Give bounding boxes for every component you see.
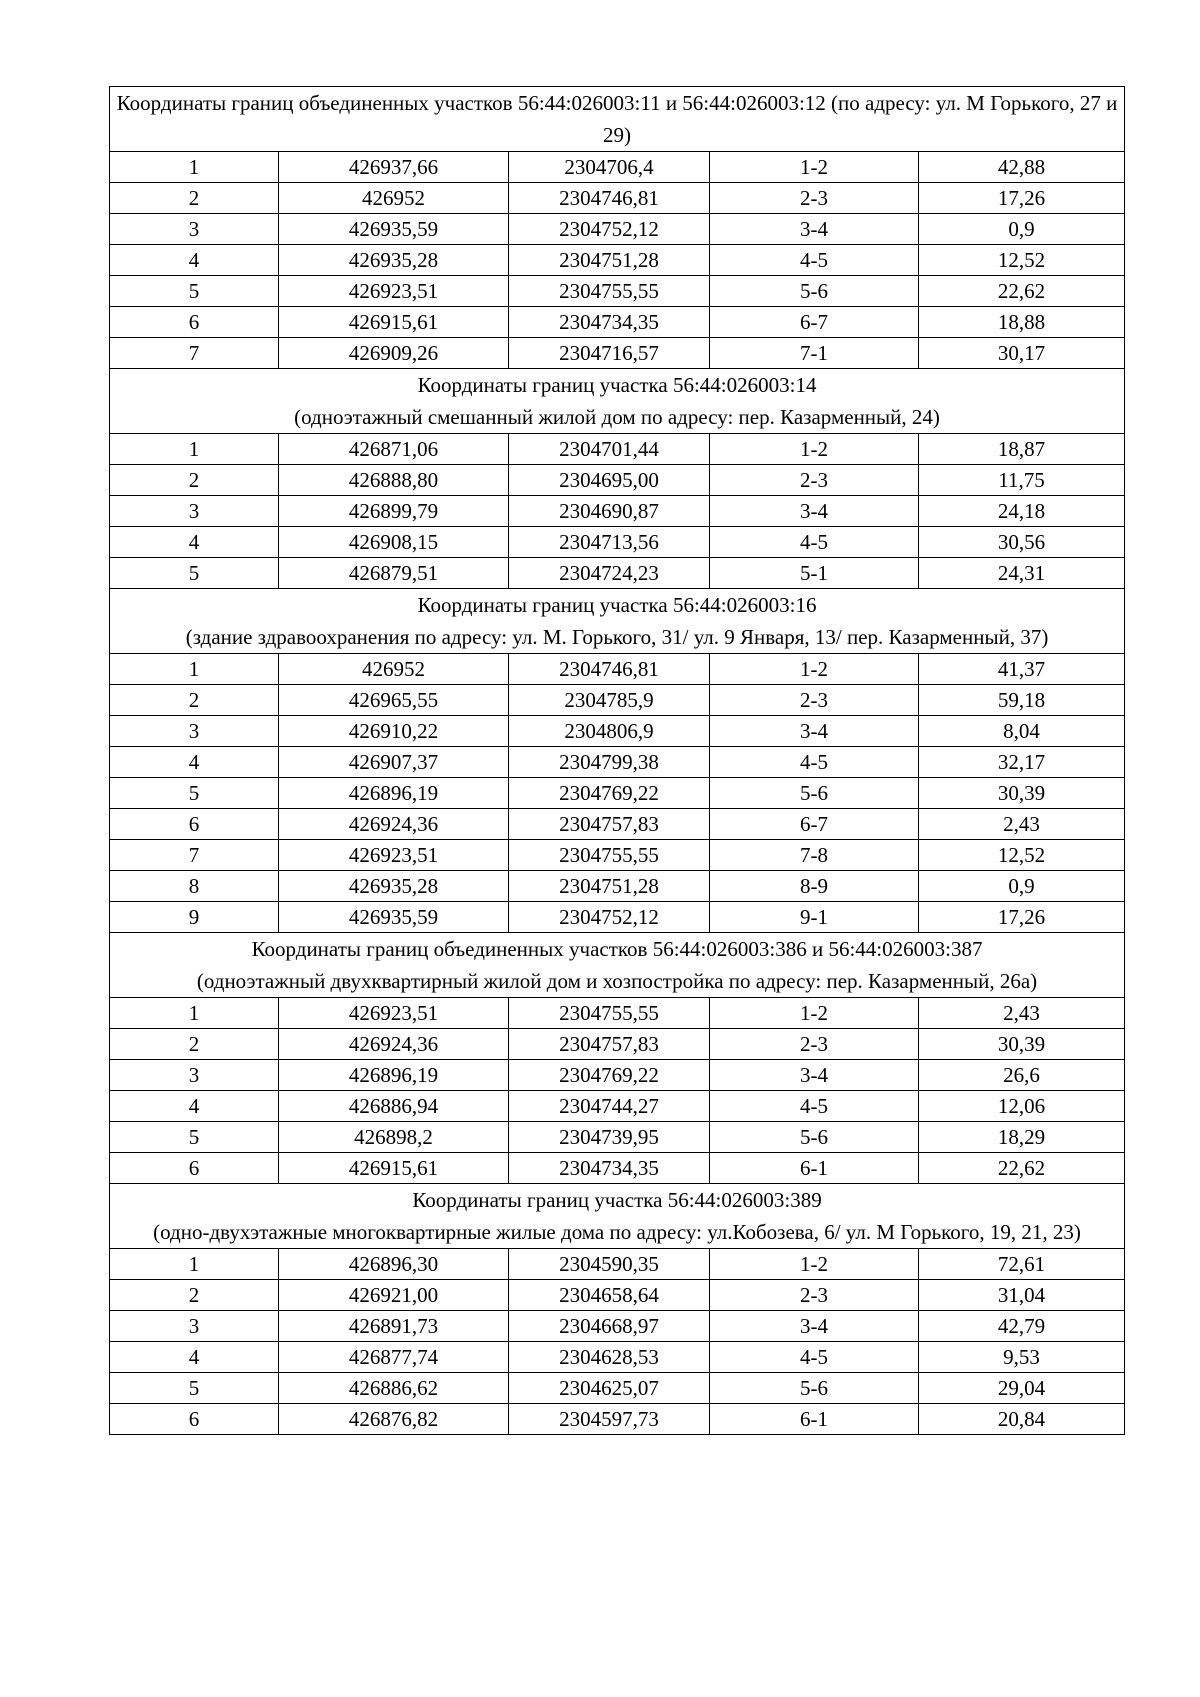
x-coordinate-cell: 426915,61 <box>279 307 509 338</box>
y-coordinate-cell: 2304746,81 <box>509 183 710 214</box>
segment-cell: 5-6 <box>710 778 919 809</box>
section-header <box>110 589 1125 654</box>
x-coordinate-cell: 426879,51 <box>279 558 509 589</box>
segment-cell: 2-3 <box>710 1280 919 1311</box>
y-coordinate-cell: 2304597,73 <box>509 1404 710 1435</box>
point-number-cell: 1 <box>110 152 279 183</box>
y-coordinate-cell: 2304734,35 <box>509 1153 710 1184</box>
y-coordinate-cell: 2304751,28 <box>509 245 710 276</box>
segment-cell: 5-6 <box>710 276 919 307</box>
table-row <box>110 1311 1125 1342</box>
table-row <box>110 434 1125 465</box>
table-row <box>110 840 1125 871</box>
table-row <box>110 183 1125 214</box>
x-coordinate-cell: 426937,66 <box>279 152 509 183</box>
x-coordinate-cell: 426935,59 <box>279 214 509 245</box>
table-row <box>110 276 1125 307</box>
length-cell: 8,04 <box>919 716 1125 747</box>
y-coordinate-cell: 2304799,38 <box>509 747 710 778</box>
segment-cell: 1-2 <box>710 998 919 1029</box>
table-row <box>110 338 1125 369</box>
table-row <box>110 747 1125 778</box>
point-number-cell: 2 <box>110 1280 279 1311</box>
segment-cell: 4-5 <box>710 527 919 558</box>
section-header <box>110 933 1125 998</box>
length-cell: 31,04 <box>919 1280 1125 1311</box>
segment-cell: 8-9 <box>710 871 919 902</box>
length-cell: 59,18 <box>919 685 1125 716</box>
section-header-row <box>110 369 1125 434</box>
table-row <box>110 998 1125 1029</box>
x-coordinate-cell: 426924,36 <box>279 809 509 840</box>
point-number-cell: 6 <box>110 1404 279 1435</box>
point-number-cell: 1 <box>110 434 279 465</box>
x-coordinate-cell: 426909,26 <box>279 338 509 369</box>
section-header-line: Координаты границ участка 56:44:026003:16 <box>417 593 817 617</box>
point-number-cell: 3 <box>110 214 279 245</box>
point-number-cell: 5 <box>110 558 279 589</box>
segment-cell: 1-2 <box>710 654 919 685</box>
segment-cell: 4-5 <box>710 747 919 778</box>
x-coordinate-cell: 426921,00 <box>279 1280 509 1311</box>
x-coordinate-cell: 426907,37 <box>279 747 509 778</box>
section-header-line: Координаты границ объединенных участков 56:44:026003:11 и 56:44:026003:12 (по адресу: ул. М Горького, 27 и 29) <box>116 91 1118 147</box>
table-row <box>110 1060 1125 1091</box>
y-coordinate-cell: 2304752,12 <box>509 214 710 245</box>
y-coordinate-cell: 2304757,83 <box>509 1029 710 1060</box>
table-row <box>110 245 1125 276</box>
y-coordinate-cell: 2304658,64 <box>509 1280 710 1311</box>
coordinates-table-body <box>110 87 1125 1435</box>
length-cell: 24,18 <box>919 496 1125 527</box>
section-header-row <box>110 589 1125 654</box>
segment-cell: 1-2 <box>710 434 919 465</box>
section-header-line: Координаты границ участка 56:44:026003:389 <box>412 1188 822 1212</box>
segment-cell: 2-3 <box>710 685 919 716</box>
segment-cell: 5-6 <box>710 1122 919 1153</box>
point-number-cell: 5 <box>110 276 279 307</box>
x-coordinate-cell: 426924,36 <box>279 1029 509 1060</box>
y-coordinate-cell: 2304752,12 <box>509 902 710 933</box>
segment-cell: 6-7 <box>710 307 919 338</box>
table-row <box>110 716 1125 747</box>
x-coordinate-cell: 426910,22 <box>279 716 509 747</box>
table-row <box>110 1153 1125 1184</box>
point-number-cell: 2 <box>110 183 279 214</box>
x-coordinate-cell: 426898,2 <box>279 1122 509 1153</box>
length-cell: 12,52 <box>919 245 1125 276</box>
y-coordinate-cell: 2304734,35 <box>509 307 710 338</box>
table-row <box>110 902 1125 933</box>
table-row <box>110 1249 1125 1280</box>
length-cell: 18,88 <box>919 307 1125 338</box>
length-cell: 17,26 <box>919 183 1125 214</box>
length-cell: 30,56 <box>919 527 1125 558</box>
segment-cell: 2-3 <box>710 183 919 214</box>
table-row <box>110 527 1125 558</box>
point-number-cell: 2 <box>110 465 279 496</box>
point-number-cell: 7 <box>110 840 279 871</box>
length-cell: 30,17 <box>919 338 1125 369</box>
table-row <box>110 152 1125 183</box>
table-row <box>110 465 1125 496</box>
x-coordinate-cell: 426896,30 <box>279 1249 509 1280</box>
length-cell: 18,87 <box>919 434 1125 465</box>
table-row <box>110 1404 1125 1435</box>
x-coordinate-cell: 426923,51 <box>279 998 509 1029</box>
x-coordinate-cell: 426888,80 <box>279 465 509 496</box>
x-coordinate-cell: 426908,15 <box>279 527 509 558</box>
segment-cell: 6-7 <box>710 809 919 840</box>
section-header <box>110 369 1125 434</box>
section-header <box>110 87 1125 152</box>
x-coordinate-cell: 426899,79 <box>279 496 509 527</box>
table-row <box>110 558 1125 589</box>
table-row <box>110 778 1125 809</box>
table-row <box>110 809 1125 840</box>
point-number-cell: 2 <box>110 1029 279 1060</box>
table-row <box>110 1122 1125 1153</box>
y-coordinate-cell: 2304755,55 <box>509 840 710 871</box>
segment-cell: 1-2 <box>710 152 919 183</box>
section-header-line: (здание здравоохранения по адресу: ул. М. Горького, 31/ ул. 9 Января, 13/ пер. Казарменный, 37) <box>185 625 1049 649</box>
y-coordinate-cell: 2304668,97 <box>509 1311 710 1342</box>
section-header-row <box>110 87 1125 152</box>
x-coordinate-cell: 426952 <box>279 183 509 214</box>
length-cell: 30,39 <box>919 1029 1125 1060</box>
segment-cell: 2-3 <box>710 465 919 496</box>
point-number-cell: 2 <box>110 685 279 716</box>
x-coordinate-cell: 426886,94 <box>279 1091 509 1122</box>
coordinates-table <box>109 86 1125 1435</box>
section-header-row <box>110 933 1125 998</box>
table-row <box>110 214 1125 245</box>
segment-cell: 9-1 <box>710 902 919 933</box>
segment-cell: 2-3 <box>710 1029 919 1060</box>
point-number-cell: 5 <box>110 778 279 809</box>
point-number-cell: 1 <box>110 1249 279 1280</box>
x-coordinate-cell: 426891,73 <box>279 1311 509 1342</box>
y-coordinate-cell: 2304724,23 <box>509 558 710 589</box>
point-number-cell: 1 <box>110 998 279 1029</box>
segment-cell: 7-8 <box>710 840 919 871</box>
segment-cell: 4-5 <box>710 1091 919 1122</box>
length-cell: 22,62 <box>919 276 1125 307</box>
point-number-cell: 4 <box>110 1342 279 1373</box>
point-number-cell: 8 <box>110 871 279 902</box>
section-header-line: (одно-двухэтажные многоквартирные жилые дома по адресу: ул.Кобозева, 6/ ул. М Горького, 19, 21, 23) <box>153 1220 1081 1244</box>
point-number-cell: 4 <box>110 1091 279 1122</box>
y-coordinate-cell: 2304769,22 <box>509 1060 710 1091</box>
point-number-cell: 3 <box>110 496 279 527</box>
segment-cell: 6-1 <box>710 1404 919 1435</box>
point-number-cell: 5 <box>110 1122 279 1153</box>
point-number-cell: 3 <box>110 1311 279 1342</box>
x-coordinate-cell: 426923,51 <box>279 840 509 871</box>
y-coordinate-cell: 2304744,27 <box>509 1091 710 1122</box>
length-cell: 9,53 <box>919 1342 1125 1373</box>
length-cell: 22,62 <box>919 1153 1125 1184</box>
length-cell: 42,79 <box>919 1311 1125 1342</box>
point-number-cell: 6 <box>110 809 279 840</box>
section-header-line: (одноэтажный смешанный жилой дом по адресу: пер. Казарменный, 24) <box>294 405 940 429</box>
y-coordinate-cell: 2304757,83 <box>509 809 710 840</box>
length-cell: 24,31 <box>919 558 1125 589</box>
y-coordinate-cell: 2304716,57 <box>509 338 710 369</box>
y-coordinate-cell: 2304739,95 <box>509 1122 710 1153</box>
section-header-line: Координаты границ объединенных участков 56:44:026003:386 и 56:44:026003:387 <box>251 937 983 961</box>
x-coordinate-cell: 426896,19 <box>279 1060 509 1091</box>
length-cell: 42,88 <box>919 152 1125 183</box>
x-coordinate-cell: 426876,82 <box>279 1404 509 1435</box>
segment-cell: 3-4 <box>710 716 919 747</box>
y-coordinate-cell: 2304695,00 <box>509 465 710 496</box>
y-coordinate-cell: 2304625,07 <box>509 1373 710 1404</box>
y-coordinate-cell: 2304706,4 <box>509 152 710 183</box>
point-number-cell: 1 <box>110 654 279 685</box>
y-coordinate-cell: 2304690,87 <box>509 496 710 527</box>
y-coordinate-cell: 2304806,9 <box>509 716 710 747</box>
point-number-cell: 4 <box>110 527 279 558</box>
x-coordinate-cell: 426871,06 <box>279 434 509 465</box>
table-row <box>110 685 1125 716</box>
segment-cell: 7-1 <box>710 338 919 369</box>
point-number-cell: 6 <box>110 1153 279 1184</box>
segment-cell: 3-4 <box>710 1311 919 1342</box>
point-number-cell: 5 <box>110 1373 279 1404</box>
table-row <box>110 1029 1125 1060</box>
point-number-cell: 3 <box>110 716 279 747</box>
x-coordinate-cell: 426935,28 <box>279 245 509 276</box>
point-number-cell: 9 <box>110 902 279 933</box>
y-coordinate-cell: 2304746,81 <box>509 654 710 685</box>
table-row <box>110 654 1125 685</box>
length-cell: 72,61 <box>919 1249 1125 1280</box>
section-header-line: (одноэтажный двухквартирный жилой дом и хозпостройка по адресу: пер. Казарменный, 26а) <box>196 969 1038 993</box>
x-coordinate-cell: 426923,51 <box>279 276 509 307</box>
x-coordinate-cell: 426915,61 <box>279 1153 509 1184</box>
section-header-line: Координаты границ участка 56:44:026003:14 <box>417 373 817 397</box>
segment-cell: 3-4 <box>710 214 919 245</box>
x-coordinate-cell: 426935,28 <box>279 871 509 902</box>
length-cell: 12,06 <box>919 1091 1125 1122</box>
length-cell: 30,39 <box>919 778 1125 809</box>
x-coordinate-cell: 426877,74 <box>279 1342 509 1373</box>
length-cell: 2,43 <box>919 809 1125 840</box>
y-coordinate-cell: 2304590,35 <box>509 1249 710 1280</box>
y-coordinate-cell: 2304701,44 <box>509 434 710 465</box>
length-cell: 26,6 <box>919 1060 1125 1091</box>
x-coordinate-cell: 426935,59 <box>279 902 509 933</box>
table-row <box>110 871 1125 902</box>
segment-cell: 6-1 <box>710 1153 919 1184</box>
length-cell: 12,52 <box>919 840 1125 871</box>
table-row <box>110 1342 1125 1373</box>
length-cell: 32,17 <box>919 747 1125 778</box>
y-coordinate-cell: 2304785,9 <box>509 685 710 716</box>
segment-cell: 4-5 <box>710 245 919 276</box>
length-cell: 18,29 <box>919 1122 1125 1153</box>
length-cell: 20,84 <box>919 1404 1125 1435</box>
length-cell: 11,75 <box>919 465 1125 496</box>
section-header <box>110 1184 1125 1249</box>
table-row <box>110 1091 1125 1122</box>
segment-cell: 4-5 <box>710 1342 919 1373</box>
length-cell: 0,9 <box>919 214 1125 245</box>
table-row <box>110 307 1125 338</box>
y-coordinate-cell: 2304755,55 <box>509 998 710 1029</box>
section-header-row <box>110 1184 1125 1249</box>
segment-cell: 3-4 <box>710 1060 919 1091</box>
table-row <box>110 496 1125 527</box>
y-coordinate-cell: 2304751,28 <box>509 871 710 902</box>
x-coordinate-cell: 426952 <box>279 654 509 685</box>
length-cell: 41,37 <box>919 654 1125 685</box>
point-number-cell: 4 <box>110 245 279 276</box>
segment-cell: 3-4 <box>710 496 919 527</box>
length-cell: 17,26 <box>919 902 1125 933</box>
length-cell: 2,43 <box>919 998 1125 1029</box>
length-cell: 29,04 <box>919 1373 1125 1404</box>
table-row <box>110 1280 1125 1311</box>
y-coordinate-cell: 2304755,55 <box>509 276 710 307</box>
y-coordinate-cell: 2304628,53 <box>509 1342 710 1373</box>
point-number-cell: 7 <box>110 338 279 369</box>
table-row <box>110 1373 1125 1404</box>
segment-cell: 5-1 <box>710 558 919 589</box>
segment-cell: 5-6 <box>710 1373 919 1404</box>
x-coordinate-cell: 426886,62 <box>279 1373 509 1404</box>
x-coordinate-cell: 426965,55 <box>279 685 509 716</box>
y-coordinate-cell: 2304769,22 <box>509 778 710 809</box>
point-number-cell: 4 <box>110 747 279 778</box>
length-cell: 0,9 <box>919 871 1125 902</box>
x-coordinate-cell: 426896,19 <box>279 778 509 809</box>
point-number-cell: 6 <box>110 307 279 338</box>
segment-cell: 1-2 <box>710 1249 919 1280</box>
y-coordinate-cell: 2304713,56 <box>509 527 710 558</box>
point-number-cell: 3 <box>110 1060 279 1091</box>
